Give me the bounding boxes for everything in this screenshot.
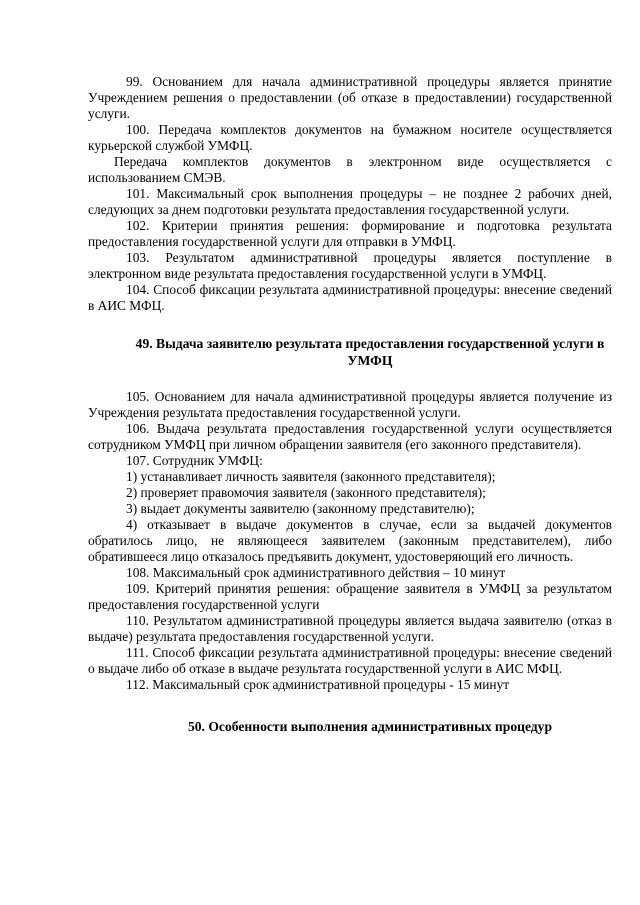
paragraph-112: 112. Максимальный срок административной процедуры - 15 минут (126, 677, 510, 692)
paragraph-100: 100. Передача комплектов документов на бумажном носителе осуществляется курьерской службой УМФЦ. (88, 122, 612, 153)
paragraph-110: 110. Результатом административной процедуры является выдача заявителю (отказ в выдаче) результата предоставления государственной услуги. (88, 613, 612, 644)
list-item-4: 4) отказывает в выдаче документов в случае, если за выдачей документов обратилось лицо, не являющееся заявителем (законным представителем), либо обратившееся лицо отказалось предъявить документ, удостоверяющий его личность. (88, 517, 612, 564)
paragraph-111: 111. Способ фиксации результата административной процедуры: внесение сведений о выдаче либо об отказе в выдаче результата государственной услуги в АИС МФЦ. (88, 645, 612, 676)
list-item-2: 2) проверяет правомочия заявителя (законного представителя); (126, 485, 486, 500)
section-heading-50: 50. Особенности выполнения административных процедур (187, 719, 553, 734)
paragraph-107: 107. Сотрудник УМФЦ: (126, 453, 263, 468)
paragraph-101: 101. Максимальный срок выполнения процедуры – не позднее 2 рабочих дней, следующих за днем подготовки результата предоставления государственной услуги. (88, 186, 612, 217)
paragraph-99: 99. Основанием для начала административной процедуры является принятие Учреждением решения о предоставлении (об отказе в предоставлении) государственной услуги. (88, 74, 612, 121)
paragraph-100-continued: Передача комплектов документов в электронном виде осуществляется с использованием СМЭВ. (88, 154, 612, 185)
paragraph-105: 105. Основанием для начала административной процедуры является получение из Учреждения результата предоставления государственной услуги. (88, 389, 612, 420)
paragraph-106: 106. Выдача результата предоставления государственной услуги осуществляется сотрудником УМФЦ при личном обращении заявителя (его законного представителя). (88, 421, 612, 452)
paragraph-104: 104. Способ фиксации результата административной процедуры: внесение сведений в АИС МФЦ. (88, 282, 612, 313)
paragraph-109: 109. Критерий принятия решения: обращение заявителя в УМФЦ за результатом предоставления государственной услуги (88, 581, 612, 612)
paragraph-103: 103. Результатом административной процедуры является поступление в электронном виде результата предоставления государственной услуги в УМФЦ. (88, 250, 612, 281)
list-item-3: 3) выдает документы заявителю (законному представителю); (126, 501, 475, 516)
paragraph-108: 108. Максимальный срок административного действия – 10 минут (126, 565, 506, 580)
section-heading-49: 49. Выдача заявителю результата предоставления государственной услуги в УМФЦ (135, 336, 605, 368)
list-item-1: 1) устанавливает личность заявителя (законного представителя); (126, 469, 496, 484)
paragraph-102: 102. Критерии принятия решения: формирование и подготовка результата предоставления государственной услуги для отправки в УМФЦ. (88, 218, 612, 249)
